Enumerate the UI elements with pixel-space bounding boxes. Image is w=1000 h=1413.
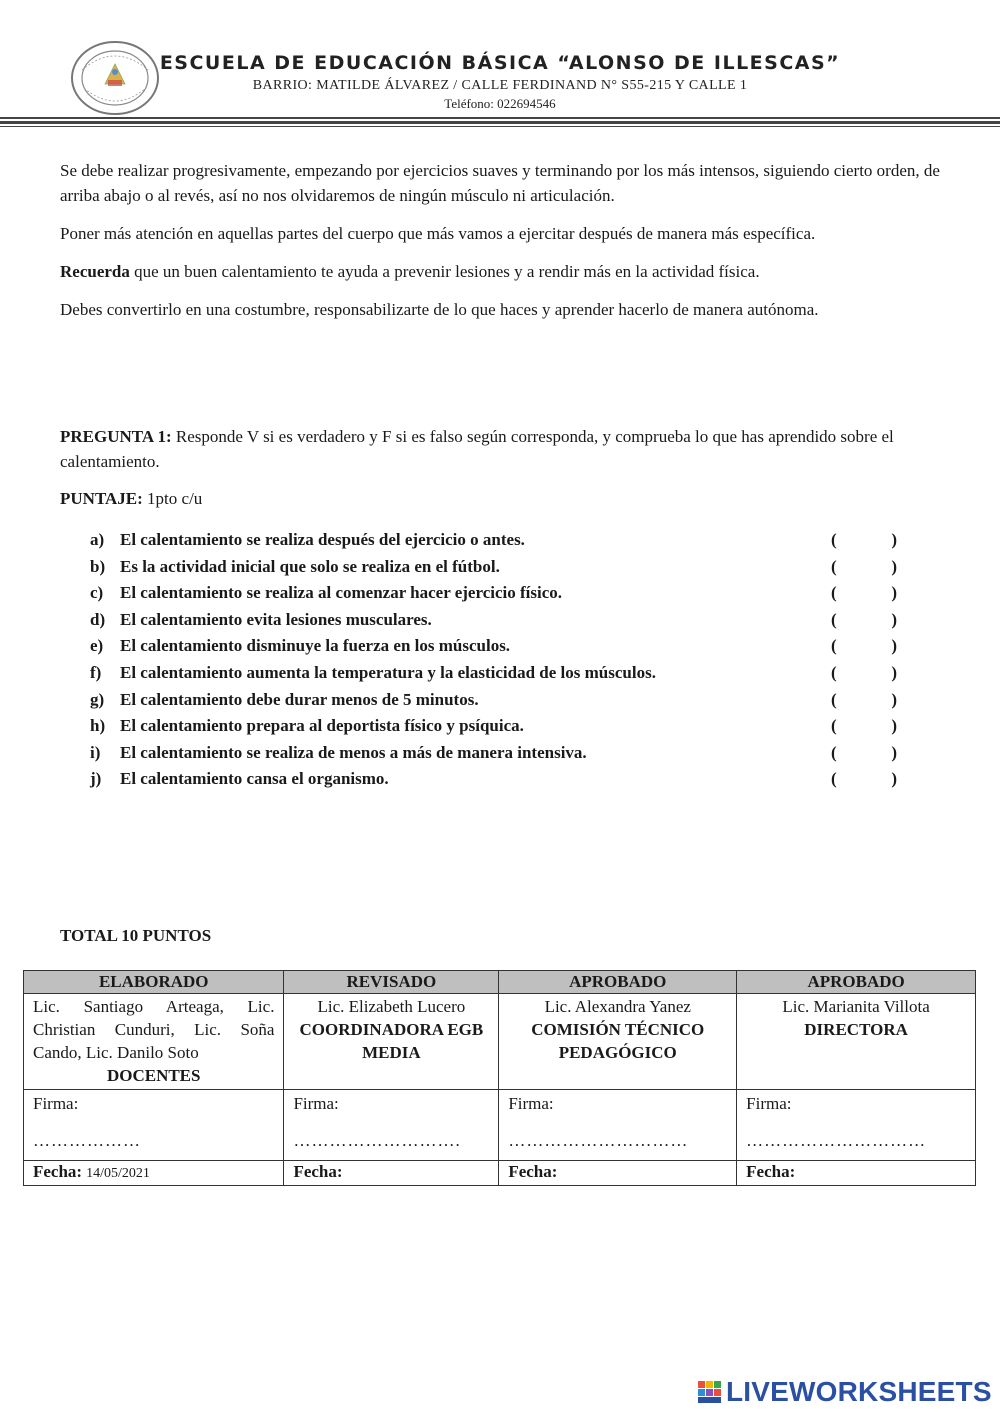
- list-item: i) El calentamiento se realiza de menos a más de manera intensiva. ( ): [90, 740, 910, 767]
- item-letter: i): [90, 742, 101, 762]
- true-false-list: [90, 527, 910, 793]
- school-address: BARRIO: MATILDE ÁLVAREZ / CALLE FERDINAND N° S55-215 Y CALLE 1: [252, 78, 748, 93]
- table-header-row: [24, 971, 976, 994]
- signature-table: [23, 970, 976, 1186]
- intro-paragraph: [60, 259, 940, 284]
- item-letter: d): [90, 609, 106, 629]
- signer-name: Lic. Santiago Arteaga, Lic. Christian Cunduri, Lic. Soña Cando, Lic. Danilo Soto: [33, 997, 275, 1062]
- firma-label: Firma:: [33, 1094, 79, 1113]
- header-aprobado: APROBADO: [737, 971, 976, 994]
- item-letter: j): [90, 769, 102, 789]
- question-block: [60, 424, 940, 523]
- list-item: e) El calentamiento disminuye la fuerza en los músculos. ( ): [90, 633, 910, 660]
- fecha-cell: [499, 1161, 737, 1186]
- item-letter: g): [90, 689, 105, 709]
- fecha-label: Fecha:: [508, 1162, 558, 1181]
- brand-text: LIVEWORKSHEETS: [726, 1376, 992, 1407]
- fecha-value: 14/05/2021: [86, 1166, 150, 1181]
- firma-label: Firma:: [508, 1094, 554, 1113]
- score-value: 1pto c/u: [142, 489, 203, 508]
- fecha-label: Fecha:: [293, 1162, 343, 1181]
- signer-name: Lic. Marianita Villota: [782, 997, 930, 1016]
- item-statement: El calentamiento se realiza al comenzar hacer ejercicio físico.: [120, 583, 563, 603]
- header-elaborado: ELABORADO: [24, 971, 284, 994]
- table-row: [24, 994, 976, 1090]
- item-letter: c): [90, 583, 104, 603]
- liveworksheets-logo-icon: [698, 1379, 722, 1405]
- signer-role: DIRECTORA: [804, 1020, 908, 1039]
- fecha-cell: [24, 1161, 284, 1186]
- signature-line: ………………: [33, 1131, 141, 1150]
- header-aprobado: APROBADO: [499, 971, 737, 994]
- intro-paragraph: Debes convertirlo en una costumbre, responsabilizarte de lo que haces y aprender hacerlo de manera autónoma.: [60, 300, 819, 319]
- signer-cell: [24, 994, 284, 1090]
- signer-cell: [284, 994, 499, 1090]
- item-statement: El calentamiento se realiza de menos a más de manera intensiva.: [120, 742, 587, 762]
- signature-line: …………………………: [508, 1131, 689, 1150]
- document-header: [0, 0, 1000, 130]
- question-text: Responde V si es verdadero y F si es falso según corresponda, y comprueba lo que has aprendido sobre el calentamiento.: [60, 427, 894, 471]
- item-letter: a): [90, 530, 105, 549]
- firma-cell: [284, 1090, 499, 1161]
- question-prompt: [60, 424, 940, 474]
- signer-name: Lic. Alexandra Yanez: [544, 997, 691, 1016]
- item-letter: f): [90, 662, 102, 682]
- signer-role: COORDINADORA EGB MEDIA: [299, 1020, 484, 1062]
- list-item: a) El calentamiento se realiza después del ejercicio o antes. ( ): [90, 527, 910, 554]
- firma-label: Firma:: [746, 1094, 792, 1113]
- table-row: [24, 1090, 976, 1161]
- score-label: PUNTAJE:: [60, 489, 143, 508]
- fecha-label: Fecha:: [746, 1162, 796, 1181]
- item-letter: b): [90, 556, 106, 576]
- header-revisado: REVISADO: [284, 971, 499, 994]
- fecha-cell: [737, 1161, 976, 1186]
- table-row: [24, 1161, 976, 1186]
- list-item: f) El calentamiento aumenta la temperatura y la elasticidad de los músculos. ( ): [90, 660, 910, 687]
- liveworksheets-brand[interactable]: [698, 1375, 992, 1409]
- item-statement: El calentamiento aumenta la temperatura y la elasticidad de los músculos.: [120, 662, 656, 682]
- signature-line: …………………………: [746, 1131, 927, 1150]
- list-item: g) El calentamiento debe durar menos de 5 minutos. ( ): [90, 687, 910, 714]
- signer-role: COMISIÓN TÉCNICO PEDAGÓGICO: [531, 1020, 705, 1062]
- school-phone: Teléfono: 022694546: [444, 96, 556, 111]
- recuerda-text: que un buen calentamiento te ayuda a prevenir lesiones y a rendir más en la actividad física.: [129, 262, 760, 281]
- recuerda-label: Recuerda: [60, 262, 130, 281]
- firma-label: Firma:: [293, 1094, 339, 1113]
- signer-cell: [737, 994, 976, 1090]
- list-item: c) El calentamiento se realiza al comenzar hacer ejercicio físico. ( ): [90, 580, 910, 607]
- signer-name: Lic. Elizabeth Lucero: [317, 997, 466, 1016]
- item-statement: El calentamiento prepara al deportista físico y psíquica.: [120, 716, 524, 736]
- item-statement: El calentamiento cansa el organismo.: [120, 769, 389, 789]
- intro-paragraph: Se debe realizar progresivamente, empezando por ejercicios suaves y terminando por los más intensos, siguiendo cierto orden, de arriba abajo o al revés, así no nos olvidaremos de ningún músculo ni articulación.: [60, 161, 940, 205]
- header-divider-thin: [0, 126, 1000, 127]
- list-item: j) El calentamiento cansa el organismo. ( ): [90, 766, 910, 793]
- item-statement: El calentamiento evita lesiones musculares.: [120, 609, 432, 629]
- fecha-label: Fecha:: [33, 1162, 83, 1181]
- firma-cell: [499, 1090, 737, 1161]
- list-item: d) El calentamiento evita lesiones musculares. ( ): [90, 607, 910, 634]
- fecha-cell: [284, 1161, 499, 1186]
- list-item: h) El calentamiento prepara al deportista físico y psíquica. ( ): [90, 713, 910, 740]
- header-divider-thick: [0, 121, 1000, 124]
- question-score: [60, 486, 940, 511]
- question-label: PREGUNTA 1:: [60, 427, 172, 446]
- item-statement: El calentamiento disminuye la fuerza en los músculos.: [120, 636, 511, 656]
- item-statement: El calentamiento debe durar menos de 5 minutos.: [120, 689, 479, 709]
- signature-line: ……………………….: [293, 1131, 461, 1150]
- item-statement: El calentamiento se realiza después del ejercicio o antes.: [120, 530, 525, 549]
- total-points: TOTAL 10 PUNTOS: [60, 926, 212, 945]
- firma-cell: [24, 1090, 284, 1161]
- item-letter: e): [90, 636, 104, 656]
- signer-role: DOCENTES: [106, 1066, 201, 1085]
- item-letter: h): [90, 716, 106, 736]
- header-divider: [0, 117, 1000, 119]
- intro-paragraph: Poner más atención en aquellas partes del cuerpo que más vamos a ejercitar después de manera más específica.: [60, 224, 816, 243]
- item-statement: Es la actividad inicial que solo se realiza en el fútbol.: [120, 556, 500, 576]
- signer-cell: [499, 994, 737, 1090]
- intro-text: [60, 158, 940, 335]
- list-item: b) Es la actividad inicial que solo se realiza en el fútbol. ( ): [90, 554, 910, 581]
- school-name: ESCUELA DE EDUCACIÓN BÁSICA “ALONSO DE ILLESCAS”: [159, 52, 841, 74]
- firma-cell: [737, 1090, 976, 1161]
